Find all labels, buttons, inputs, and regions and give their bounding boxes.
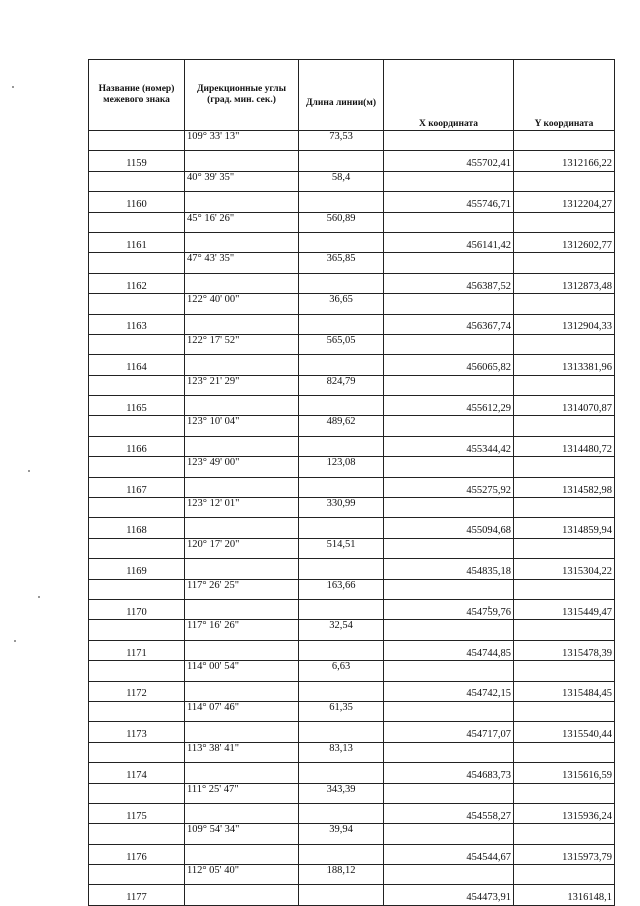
segment-row <box>89 865 615 885</box>
point-name: 1167 <box>89 477 185 497</box>
point-name: 1170 <box>89 599 185 619</box>
segment-length: 560,89 <box>299 212 384 232</box>
point-x: 455612,29 <box>384 396 514 416</box>
point-x: 455702,41 <box>384 151 514 171</box>
point-x: 455344,42 <box>384 436 514 456</box>
point-name: 1165 <box>89 396 185 416</box>
segment-row <box>89 620 615 640</box>
segment-angle: 112° 05' 40" <box>185 865 299 885</box>
segment-angle: 122° 40' 00" <box>185 294 299 314</box>
point-name: 1176 <box>89 844 185 864</box>
segment-row <box>89 416 615 436</box>
point-x: 454683,73 <box>384 763 514 783</box>
point-name: 1162 <box>89 273 185 293</box>
segment-length: 565,05 <box>299 334 384 354</box>
point-row <box>89 192 615 212</box>
point-row <box>89 477 615 497</box>
segment-length: 61,35 <box>299 701 384 721</box>
segment-row <box>89 294 615 314</box>
point-y: 1315304,22 <box>514 559 615 579</box>
segment-row <box>89 375 615 395</box>
point-row <box>89 396 615 416</box>
segment-row <box>89 131 615 151</box>
point-x: 454473,91 <box>384 885 514 905</box>
segment-angle: 45° 16' 26" <box>185 212 299 232</box>
point-x: 454742,15 <box>384 681 514 701</box>
point-row <box>89 518 615 538</box>
point-row <box>89 559 615 579</box>
segment-angle: 123° 21' 29" <box>185 375 299 395</box>
point-name: 1177 <box>89 885 185 905</box>
point-row <box>89 722 615 742</box>
point-y: 1316148,1 <box>514 885 615 905</box>
point-x: 455094,68 <box>384 518 514 538</box>
point-row <box>89 355 615 375</box>
segment-length: 163,66 <box>299 579 384 599</box>
point-y: 1312204,27 <box>514 192 615 212</box>
point-x: 456065,82 <box>384 355 514 375</box>
segment-angle: 114° 07' 46" <box>185 701 299 721</box>
point-y: 1313381,96 <box>514 355 615 375</box>
point-y: 1314480,72 <box>514 436 615 456</box>
point-x: 454744,85 <box>384 640 514 660</box>
point-x: 454717,07 <box>384 722 514 742</box>
segment-length: 32,54 <box>299 620 384 640</box>
point-row <box>89 763 615 783</box>
point-x: 456367,74 <box>384 314 514 334</box>
point-name: 1159 <box>89 151 185 171</box>
header-angle: Дирекционные углы (град. мин. сек.) <box>185 60 299 131</box>
point-y: 1312166,22 <box>514 151 615 171</box>
point-x: 454544,67 <box>384 844 514 864</box>
point-y: 1315936,24 <box>514 803 615 823</box>
segment-row <box>89 498 615 518</box>
segment-row <box>89 334 615 354</box>
segment-row <box>89 212 615 232</box>
point-name: 1160 <box>89 192 185 212</box>
segment-row <box>89 824 615 844</box>
segment-angle: 117° 26' 25" <box>185 579 299 599</box>
point-name: 1168 <box>89 518 185 538</box>
point-row <box>89 151 615 171</box>
point-y: 1315478,39 <box>514 640 615 660</box>
segment-length: 343,39 <box>299 783 384 803</box>
segment-row <box>89 253 615 273</box>
point-y: 1314582,98 <box>514 477 615 497</box>
table-body <box>89 131 615 906</box>
point-name: 1166 <box>89 436 185 456</box>
point-row <box>89 436 615 456</box>
point-name: 1169 <box>89 559 185 579</box>
segment-angle: 111° 25' 47" <box>185 783 299 803</box>
segment-length: 489,62 <box>299 416 384 436</box>
segment-length: 83,13 <box>299 742 384 762</box>
segment-row <box>89 538 615 558</box>
segment-angle: 109° 33' 13" <box>185 131 299 151</box>
segment-length: 514,51 <box>299 538 384 558</box>
point-name: 1172 <box>89 681 185 701</box>
scan-speck <box>12 86 14 88</box>
segment-angle: 47° 43' 35" <box>185 253 299 273</box>
point-row <box>89 885 615 905</box>
segment-row <box>89 457 615 477</box>
scan-speck <box>14 640 16 642</box>
point-y: 1312904,33 <box>514 314 615 334</box>
point-y: 1314070,87 <box>514 396 615 416</box>
point-y: 1312602,77 <box>514 232 615 252</box>
segment-row <box>89 579 615 599</box>
segment-length: 39,94 <box>299 824 384 844</box>
point-name: 1164 <box>89 355 185 375</box>
point-name: 1163 <box>89 314 185 334</box>
point-row <box>89 844 615 864</box>
segment-length: 824,79 <box>299 375 384 395</box>
segment-angle: 123° 49' 00" <box>185 457 299 477</box>
segment-row <box>89 742 615 762</box>
segment-angle: 117° 16' 26" <box>185 620 299 640</box>
point-y: 1315540,44 <box>514 722 615 742</box>
point-y: 1312873,48 <box>514 273 615 293</box>
segment-row <box>89 783 615 803</box>
point-y: 1315973,79 <box>514 844 615 864</box>
header-x: X координата <box>384 60 514 131</box>
point-y: 1314859,94 <box>514 518 615 538</box>
point-row <box>89 273 615 293</box>
point-row <box>89 681 615 701</box>
point-name: 1173 <box>89 722 185 742</box>
segment-length: 6,63 <box>299 661 384 681</box>
scan-speck <box>38 596 40 598</box>
header-y: Y координата <box>514 60 615 131</box>
point-x: 454759,76 <box>384 599 514 619</box>
boundary-coordinates-table <box>88 59 615 906</box>
table-header-row <box>89 60 615 131</box>
segment-length: 73,53 <box>299 131 384 151</box>
point-row <box>89 803 615 823</box>
point-row <box>89 640 615 660</box>
point-x: 456141,42 <box>384 232 514 252</box>
segment-row <box>89 701 615 721</box>
point-name: 1174 <box>89 763 185 783</box>
segment-angle: 113° 38' 41" <box>185 742 299 762</box>
header-name: Название (номер) межевого знака <box>89 60 185 131</box>
point-y: 1315484,45 <box>514 681 615 701</box>
segment-length: 365,85 <box>299 253 384 273</box>
point-row <box>89 599 615 619</box>
segment-angle: 122° 17' 52" <box>185 334 299 354</box>
header-length: Длина линии(м) <box>299 60 384 131</box>
point-x: 455746,71 <box>384 192 514 212</box>
point-x: 455275,92 <box>384 477 514 497</box>
segment-row <box>89 171 615 191</box>
segment-length: 330,99 <box>299 498 384 518</box>
segment-angle: 109° 54' 34" <box>185 824 299 844</box>
segment-angle: 114° 00' 54" <box>185 661 299 681</box>
point-name: 1171 <box>89 640 185 660</box>
segment-angle: 123° 10' 04" <box>185 416 299 436</box>
segment-row <box>89 661 615 681</box>
point-name: 1175 <box>89 803 185 823</box>
segment-length: 36,65 <box>299 294 384 314</box>
point-row <box>89 232 615 252</box>
segment-angle: 120° 17' 20" <box>185 538 299 558</box>
segment-angle: 123° 12' 01" <box>185 498 299 518</box>
point-y: 1315449,47 <box>514 599 615 619</box>
segment-length: 188,12 <box>299 865 384 885</box>
segment-length: 123,08 <box>299 457 384 477</box>
point-x: 456387,52 <box>384 273 514 293</box>
point-row <box>89 314 615 334</box>
segment-length: 58,4 <box>299 171 384 191</box>
segment-angle: 40° 39' 35" <box>185 171 299 191</box>
point-name: 1161 <box>89 232 185 252</box>
point-x: 454558,27 <box>384 803 514 823</box>
point-y: 1315616,59 <box>514 763 615 783</box>
scan-speck <box>28 470 30 472</box>
point-x: 454835,18 <box>384 559 514 579</box>
